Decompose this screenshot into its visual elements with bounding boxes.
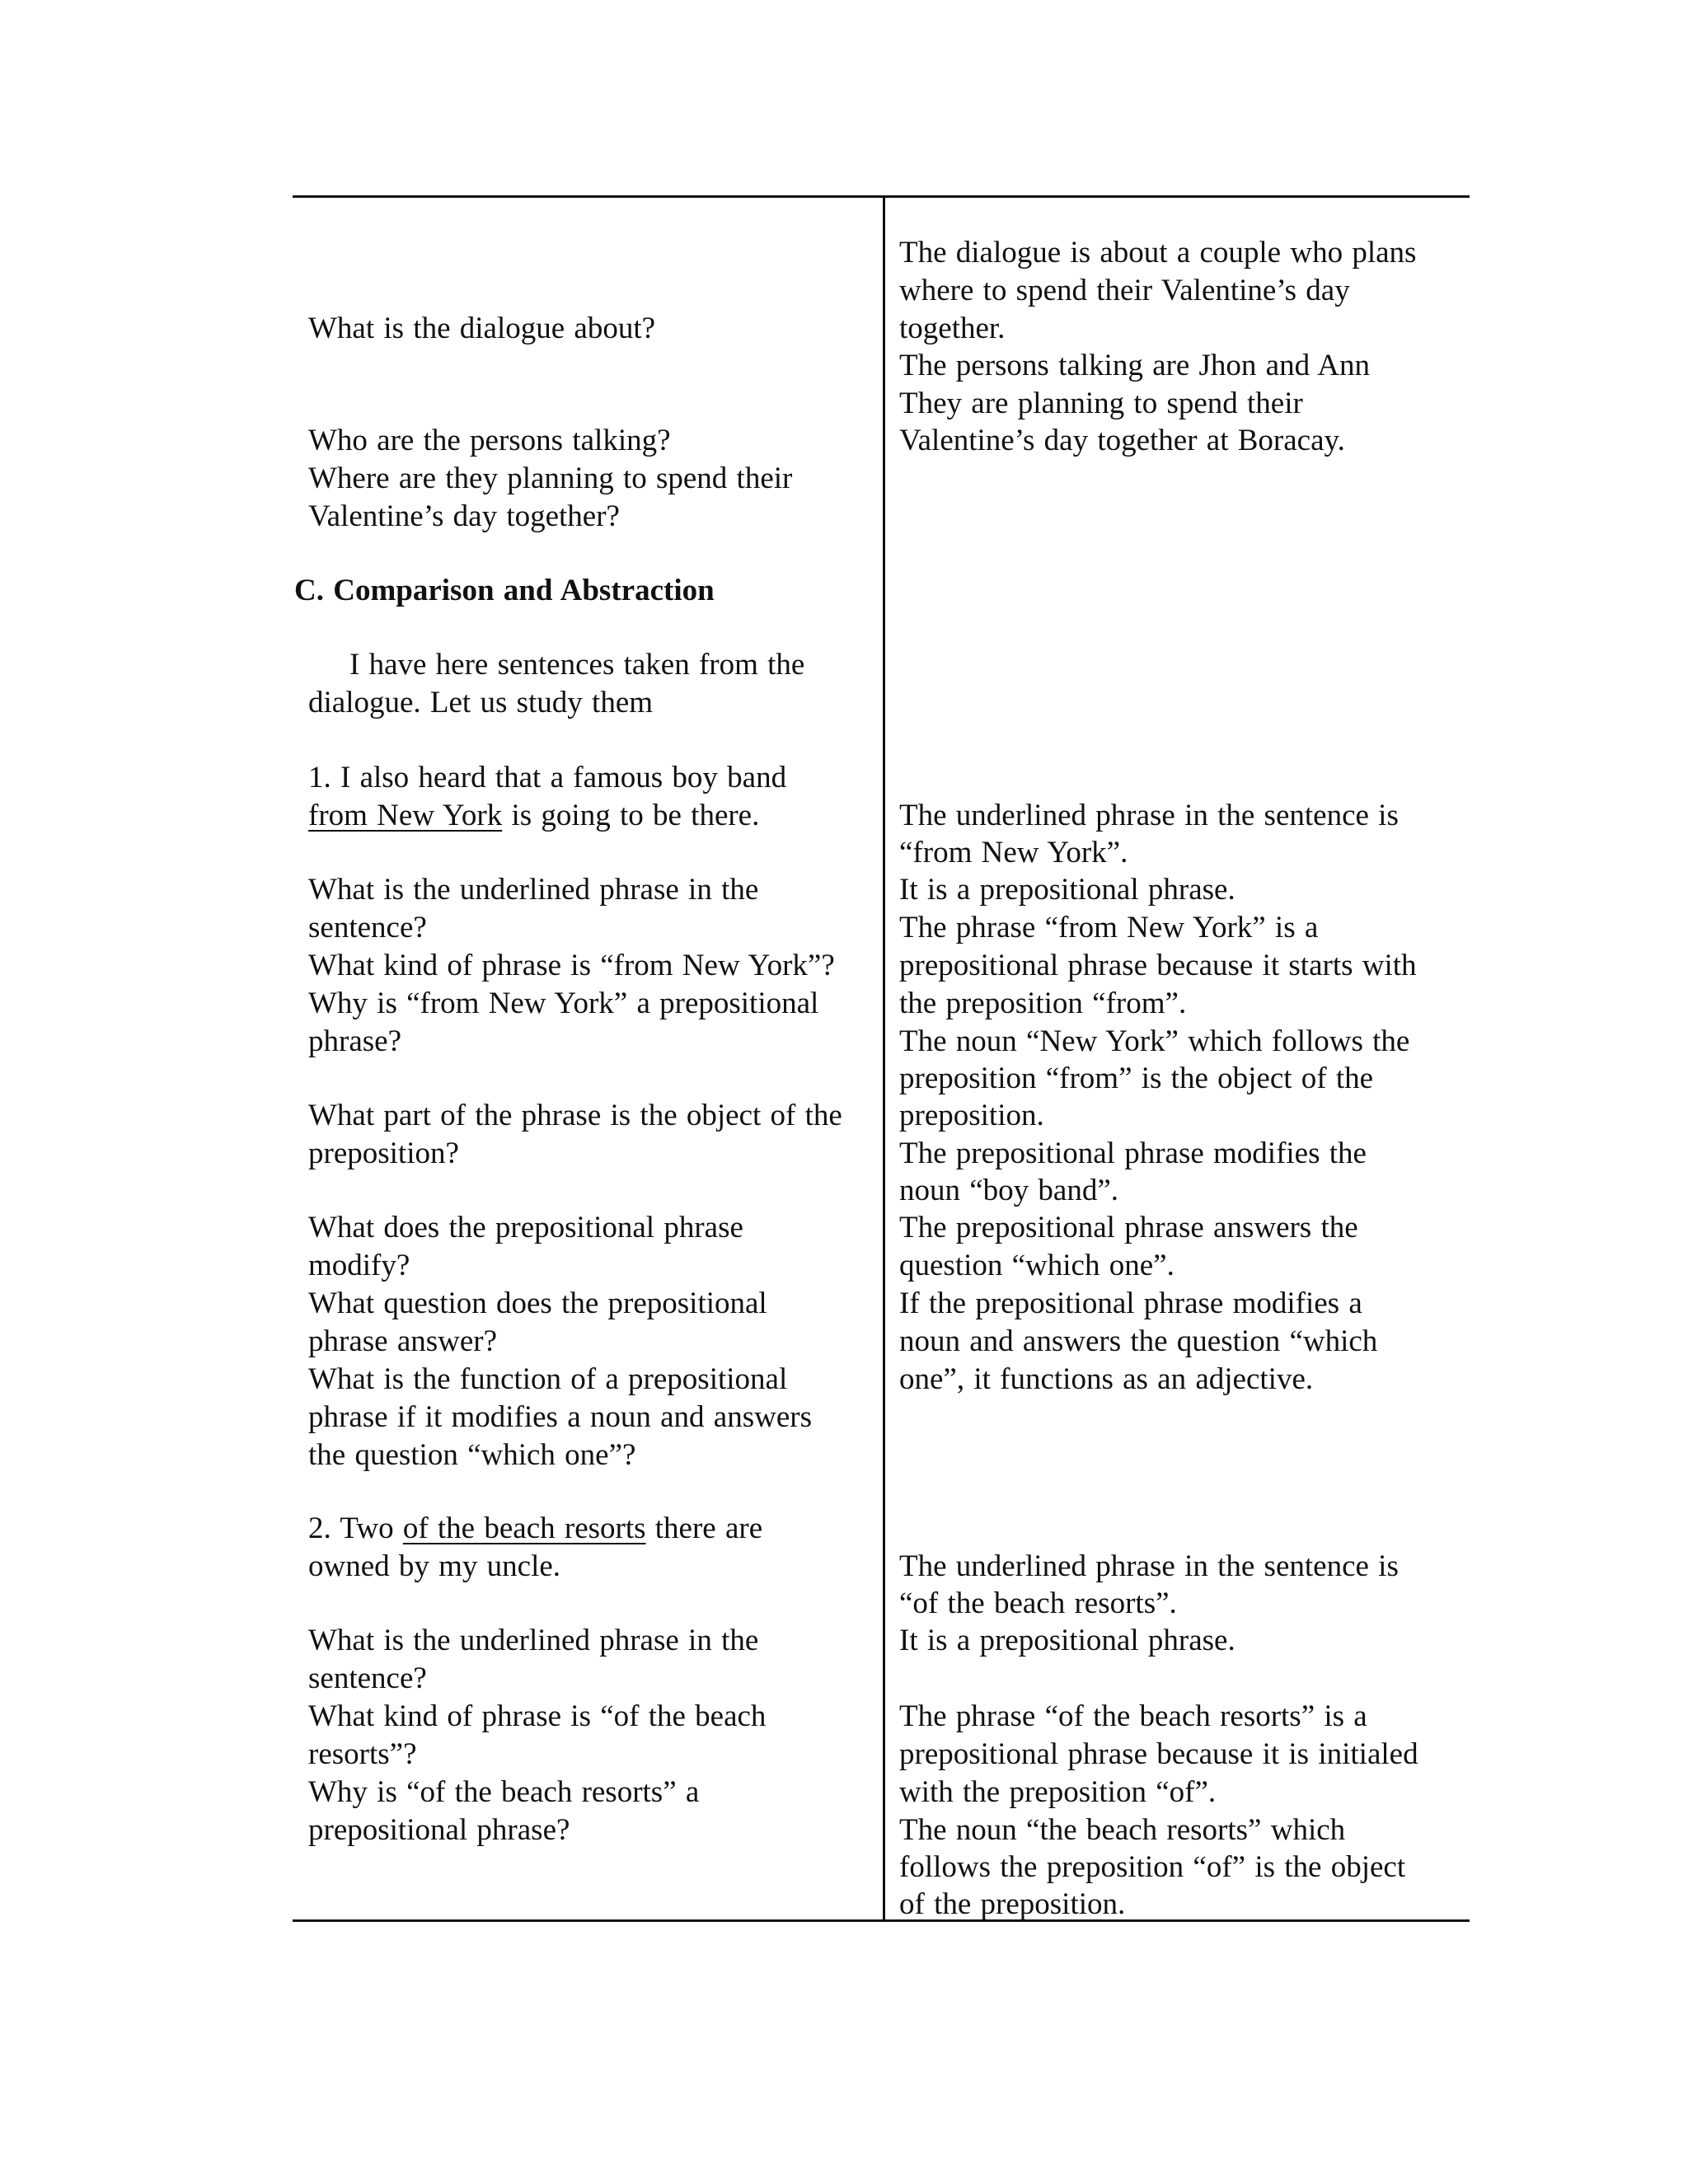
example-1-question: sentence? xyxy=(308,911,427,944)
example-2-sentence-rest: there are xyxy=(645,1511,763,1545)
answer-line: The noun “the beach resorts” which xyxy=(899,1813,1346,1847)
answer-line: of the preposition. xyxy=(899,1887,1126,1921)
question-where-planning-cont: Valentine’s day together? xyxy=(308,499,620,533)
answer-line: Valentine’s day together at Boracay. xyxy=(899,424,1345,457)
example-1-question: phrase? xyxy=(308,1024,401,1058)
example-1-question: the question “which one”? xyxy=(308,1438,636,1472)
question-dialogue-about: What is the dialogue about? xyxy=(308,312,656,345)
example-2-question: resorts”? xyxy=(308,1737,417,1771)
answer-line: together. xyxy=(899,312,1006,345)
answer-line: The prepositional phrase modifies the xyxy=(899,1137,1367,1170)
answer-line: The dialogue is about a couple who plans xyxy=(899,236,1417,269)
example-1-question: What kind of phrase is “from New York”? xyxy=(308,949,835,982)
example-1-sentence-cont xyxy=(308,797,759,835)
section-heading: C. Comparison and Abstraction xyxy=(294,574,715,607)
intro-text: I have here sentences taken from the xyxy=(349,648,805,682)
example-2-question: Why is “of the beach resorts” a xyxy=(308,1775,700,1809)
table-bottom-rule xyxy=(293,1919,1470,1922)
example-1-question: modify? xyxy=(308,1249,410,1282)
answer-line: one”, it functions as an adjective. xyxy=(899,1362,1314,1396)
example-2-question: prepositional phrase? xyxy=(308,1813,570,1847)
answer-line: prepositional phrase because it is initialed xyxy=(899,1737,1418,1771)
answer-line: The underlined phrase in the sentence is xyxy=(899,799,1399,832)
answer-line: the preposition “from”. xyxy=(899,987,1187,1020)
answer-line: The phrase “from New York” is a xyxy=(899,911,1319,944)
answer-line: with the preposition “of”. xyxy=(899,1775,1217,1809)
answer-line: “of the beach resorts”. xyxy=(899,1586,1177,1620)
question-persons-talking: Who are the persons talking? xyxy=(308,424,671,457)
example-2-question: sentence? xyxy=(308,1661,427,1695)
answer-line: noun and answers the question “which xyxy=(899,1324,1378,1358)
example-1-question: What is the function of a prepositional xyxy=(308,1362,788,1396)
answer-line: where to spend their Valentine’s day xyxy=(899,274,1350,307)
answer-line: noun “boy band”. xyxy=(899,1174,1119,1207)
answer-line: The prepositional phrase answers the xyxy=(899,1211,1358,1244)
answer-line: If the prepositional phrase modifies a xyxy=(899,1286,1362,1320)
intro-text-cont: dialogue. Let us study them xyxy=(308,686,654,719)
underlined-phrase: from New York xyxy=(308,799,503,832)
example-2-sentence-cont: owned by my uncle. xyxy=(308,1549,561,1583)
answer-line: preposition. xyxy=(899,1099,1044,1132)
answer-line: The noun “New York” which follows the xyxy=(899,1024,1410,1058)
example-1-question: What part of the phrase is the object of the xyxy=(308,1099,842,1132)
answer-line: The phrase “of the beach resorts” is a xyxy=(899,1699,1367,1733)
example-1-question: Why is “from New York” a prepositional xyxy=(308,987,819,1020)
example-1-question: phrase if it modifies a noun and answers xyxy=(308,1400,812,1434)
answer-line: prepositional phrase because it starts with xyxy=(899,949,1417,982)
example-2-prefix: 2. Two xyxy=(308,1511,403,1545)
answer-line: preposition “from” is the object of the xyxy=(899,1062,1374,1095)
answer-line: The underlined phrase in the sentence is xyxy=(899,1549,1399,1583)
answer-line: “from New York”. xyxy=(899,836,1128,869)
example-1-sentence: 1. I also heard that a famous boy band xyxy=(308,761,787,794)
example-1-question: phrase answer? xyxy=(308,1324,498,1358)
underlined-phrase: of the beach resorts xyxy=(402,1511,646,1545)
answer-line: They are planning to spend their xyxy=(899,387,1303,420)
answer-line: question “which one”. xyxy=(899,1249,1175,1282)
example-1-question: preposition? xyxy=(308,1137,459,1170)
answer-line: The persons talking are Jhon and Ann xyxy=(899,349,1370,382)
question-where-planning: Where are they planning to spend their xyxy=(308,462,793,495)
answer-line: It is a prepositional phrase. xyxy=(899,1624,1236,1657)
example-1-sentence-rest: is going to be there. xyxy=(502,799,760,832)
answer-line: It is a prepositional phrase. xyxy=(899,873,1236,907)
answer-line: follows the preposition “of” is the object xyxy=(899,1850,1406,1884)
table-top-rule xyxy=(293,195,1470,198)
column-divider xyxy=(883,195,885,1922)
example-2-question: What kind of phrase is “of the beach xyxy=(308,1699,767,1733)
example-2-sentence xyxy=(308,1510,762,1548)
example-1-question: What is the underlined phrase in the xyxy=(308,873,759,907)
example-1-question: What question does the prepositional xyxy=(308,1286,767,1320)
example-1-question: What does the prepositional phrase xyxy=(308,1211,743,1244)
example-2-question: What is the underlined phrase in the xyxy=(308,1624,759,1657)
